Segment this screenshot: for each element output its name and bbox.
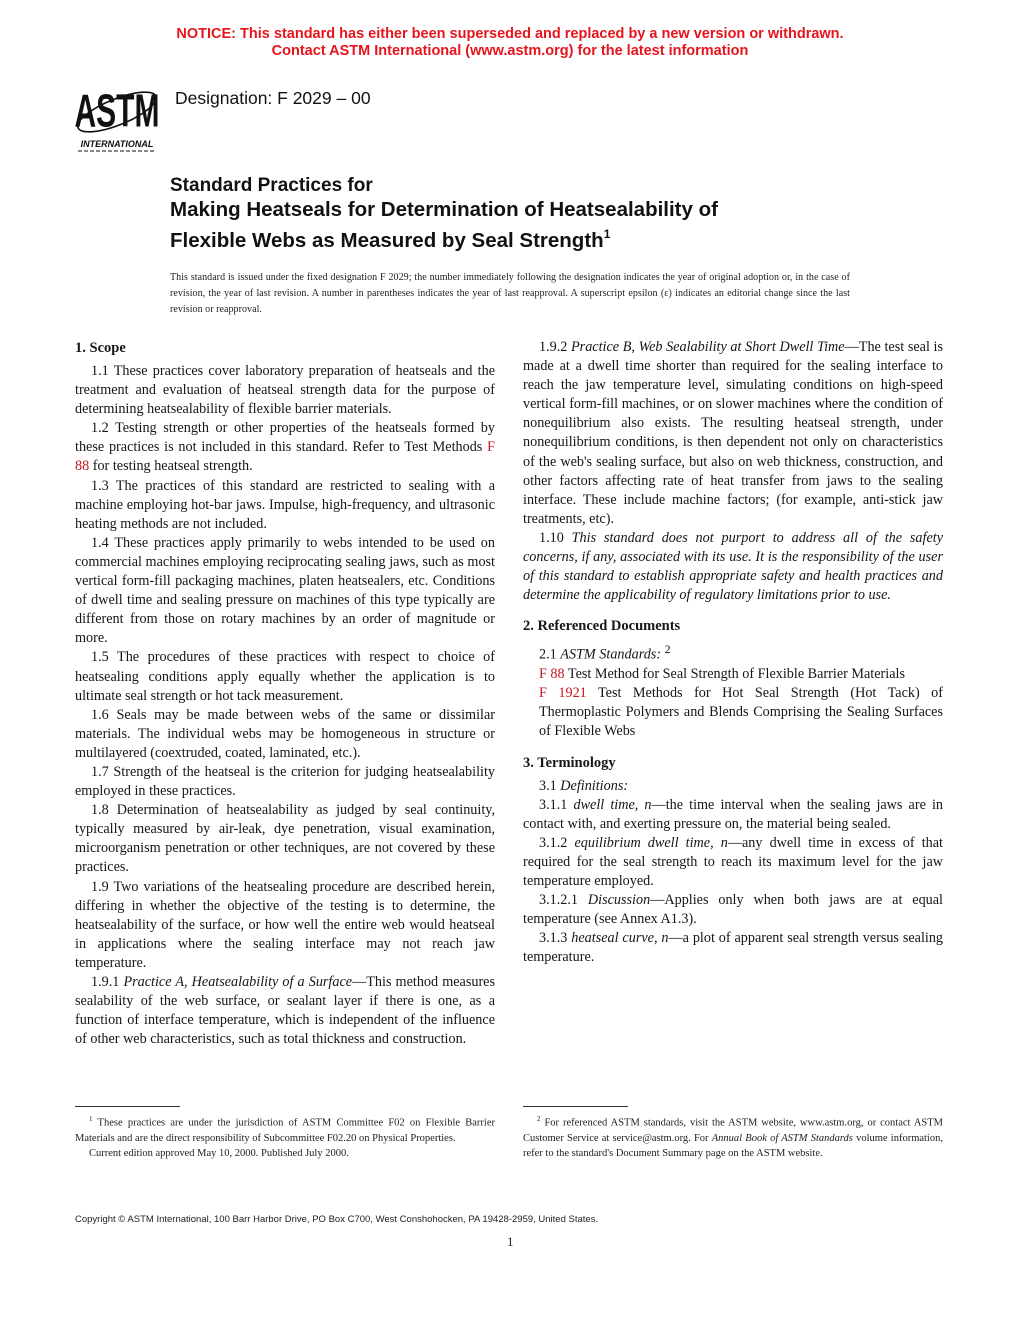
para-1-9: 1.9 Two variations of the heatsealing procedure are described herein, differing in whether the objective of the testing is to determine, the heatsealability of the surface, or how well the entire web would heatseal in applications where the sealing interface may not reach jaw temperature. bbox=[75, 878, 495, 971]
para-1-10: 1.10 This standard does not purport to address all of the safety concerns, if any, associated with its use. It is the responsibility of the user of this standard to establish appropriate safety and health practices and determine the applicability of regulatory limitations prior to use. bbox=[523, 529, 943, 604]
ref-f88: F 88 Test Method for Seal Strength of Flexible Barrier Materials bbox=[539, 666, 905, 683]
footnote-1: $^1$ These practices are under the jurisdiction of ASTM Committee F02 on Flexible Barrier Materials and are the direct responsibility of Subcommittee F02.20 on Physical Properties. Current edition approved May 10, 2000. Published July 2000. bbox=[75, 1115, 495, 1159]
footnote-ref-2[interactable]: 2 bbox=[664, 642, 671, 657]
para-3-1-1: 3.1.1 dwell time, n—the time interval when the sealing jaws are in contact with, and exerting pressure on, the material being sealed. bbox=[523, 796, 944, 832]
para-1-9-1: 1.9.1 Practice A, Heatsealability of a Surface—This method measures sealability of the web surface, or sealant layer if there is one, as a function of interface temperature, which is independent of the influence of other web characteristics, such as total thickness and construction. bbox=[75, 974, 495, 1048]
link-ref-f88[interactable]: F 88 bbox=[539, 666, 565, 683]
right-column bbox=[523, 338, 943, 967]
svg-text:INTERNATIONAL: INTERNATIONAL bbox=[80, 139, 154, 149]
withdrawn-notice bbox=[0, 26, 1020, 60]
copyright-line: Copyright © ASTM International, 100 Barr Harbor Drive, PO Box C700, West Conshohocken, PA 19428-2959, United States. bbox=[75, 1214, 599, 1225]
page-number: 1 bbox=[507, 1234, 514, 1249]
link-ref-f1921[interactable]: F 1921 bbox=[539, 685, 587, 702]
svg-text:ASTM: ASTM bbox=[74, 86, 160, 138]
link-f88[interactable]: F 88 bbox=[75, 439, 495, 475]
issuance-note: This standard is issued under the fixed designation F 2029; the number immediately following the designation indicates the year of original adoption or, in the case of revision, the year of last revision. A number in parentheses indicates the year of last reapproval. A superscript epsilon (ε) indicates an editorial change since the last revision or reapproval. bbox=[170, 272, 850, 315]
astm-logo-icon bbox=[72, 74, 162, 154]
para-1-6: 1.6 Seals may be made between webs of the same or dissimilar materials. The individual webs may be homogeneous in structure or multilayered (coextruded, coated, laminated, etc.). bbox=[75, 706, 495, 761]
astm-logo bbox=[72, 74, 162, 154]
footnote-divider-right bbox=[523, 1106, 628, 1107]
para-2-1: 2.1 ASTM Standards: $^2$ bbox=[539, 642, 671, 664]
para-3-1-2-1: 3.1.2.1 Discussion—Applies only when both jaws are at equal temperature (see Annex A1.3). bbox=[523, 892, 944, 928]
footnote-ref-1[interactable]: 1 bbox=[603, 227, 611, 241]
title-line-2: Flexible Webs as Measured by Seal Strength$^1$ bbox=[170, 227, 611, 252]
para-3-1: 3.1 Definitions: bbox=[539, 777, 629, 794]
para-3-1-3: 3.1.3 heatseal curve, n—a plot of apparent seal strength versus sealing temperature. bbox=[523, 930, 944, 966]
para-3-1-2: 3.1.2 equilibrium dwell time, n—any dwell time in excess of that required for the seal strength to reach its maximum level for the jaw temperature employed. bbox=[523, 834, 943, 889]
edition-note: Current edition approved May 10, 2000. Published July 2000. bbox=[89, 1147, 349, 1159]
document-title bbox=[170, 175, 870, 253]
footnote-divider-left bbox=[75, 1106, 180, 1107]
para-1-4: 1.4 These practices apply primarily to webs intended to be used on commercial machines employing reciprocating sealing jaws, such as most vertical form-fill packaging machines, platen heatsealers, etc. Conditions of dwell time and sealing pressure on machines of this type typically are different from those on rotary machines by an order of magnitude or more. bbox=[75, 534, 495, 647]
section-heading-referenced: 2. Referenced Documents bbox=[523, 618, 681, 635]
para-1-5: 1.5 The procedures of these practices with respect to choice of heatsealing conditions apply equally whether the application is to ultimate seal strength or hot tack measurement. bbox=[75, 649, 495, 704]
designation: Designation: F 2029 – 00 bbox=[175, 88, 371, 108]
section-heading-terminology: 3. Terminology bbox=[523, 754, 616, 771]
para-1-1: 1.1 These practices cover laboratory preparation of heatseals and the treatment and evaluation of heatseal strength data for the purpose of determining heatsealability of flexible barrier materials. bbox=[75, 363, 495, 418]
para-1-2: 1.2 Testing strength or other properties of the heatseals formed by these practices is not included in this standard. Refer to Test Methods F 88 for testing heatseal strength. bbox=[75, 420, 495, 475]
para-1-3: 1.3 The practices of this standard are restricted to sealing with a machine employing hot-bar jaws. Impulse, high-frequency, and ultrasonic heating methods are not included. bbox=[75, 477, 495, 532]
ref-f1921: F 1921 Test Methods for Hot Seal Strength (Hot Tack) of Thermoplastic Polymers and Blends Comprising the Sealing Surfaces of Flexible Webs bbox=[539, 685, 943, 740]
notice-line-1: NOTICE: This standard has either been superseded and replaced by a new version or withdrawn. bbox=[176, 26, 844, 42]
notice-line-2: Contact ASTM International (www.astm.org) for the latest information bbox=[271, 43, 749, 59]
para-1-8: 1.8 Determination of heatsealability as judged by seal continuity, typically measured by air-leak, dye penetration, visual examination, microorganism penetration or other techniques, are not covered by these practices. bbox=[75, 802, 495, 876]
left-column bbox=[75, 338, 495, 1049]
title-line-1: Making Heatseals for Determination of Heatsealability of bbox=[170, 198, 718, 221]
section-heading-scope: 1. Scope bbox=[75, 340, 126, 356]
footnote-2: $^2$ For referenced ASTM standards, visit the ASTM website, www.astm.org, or contact ASTM Customer Service at service@astm.org. For Annual Book of ASTM Standards volume information, refer to the standard's Document Summary page on the ASTM website. bbox=[523, 1115, 943, 1159]
title-prefix: Standard Practices for bbox=[170, 175, 373, 196]
para-1-7: 1.7 Strength of the heatseal is the criterion for judging heatsealability employed in these practices. bbox=[75, 763, 495, 800]
para-1-9-2: 1.9.2 Practice B, Web Sealability at Short Dwell Time—The test seal is made at a dwell time shorter than required for the sealing interface to reach the jaw temperature level, simulating conditions on high-speed vertical form-fill machines, or on slower machines where the condition of nonequilibrium also exists. The resulting heatseal strength, under nonequilibrium conditions, is then dependent not only on characteristics of the web's sealing surface, but also on web thickness, construction, and other factors affecting rate of heat transfer from jaws to the sealing interface. These include machine factors; (for example, anti-stick jaw treatments, etc). bbox=[523, 339, 943, 527]
